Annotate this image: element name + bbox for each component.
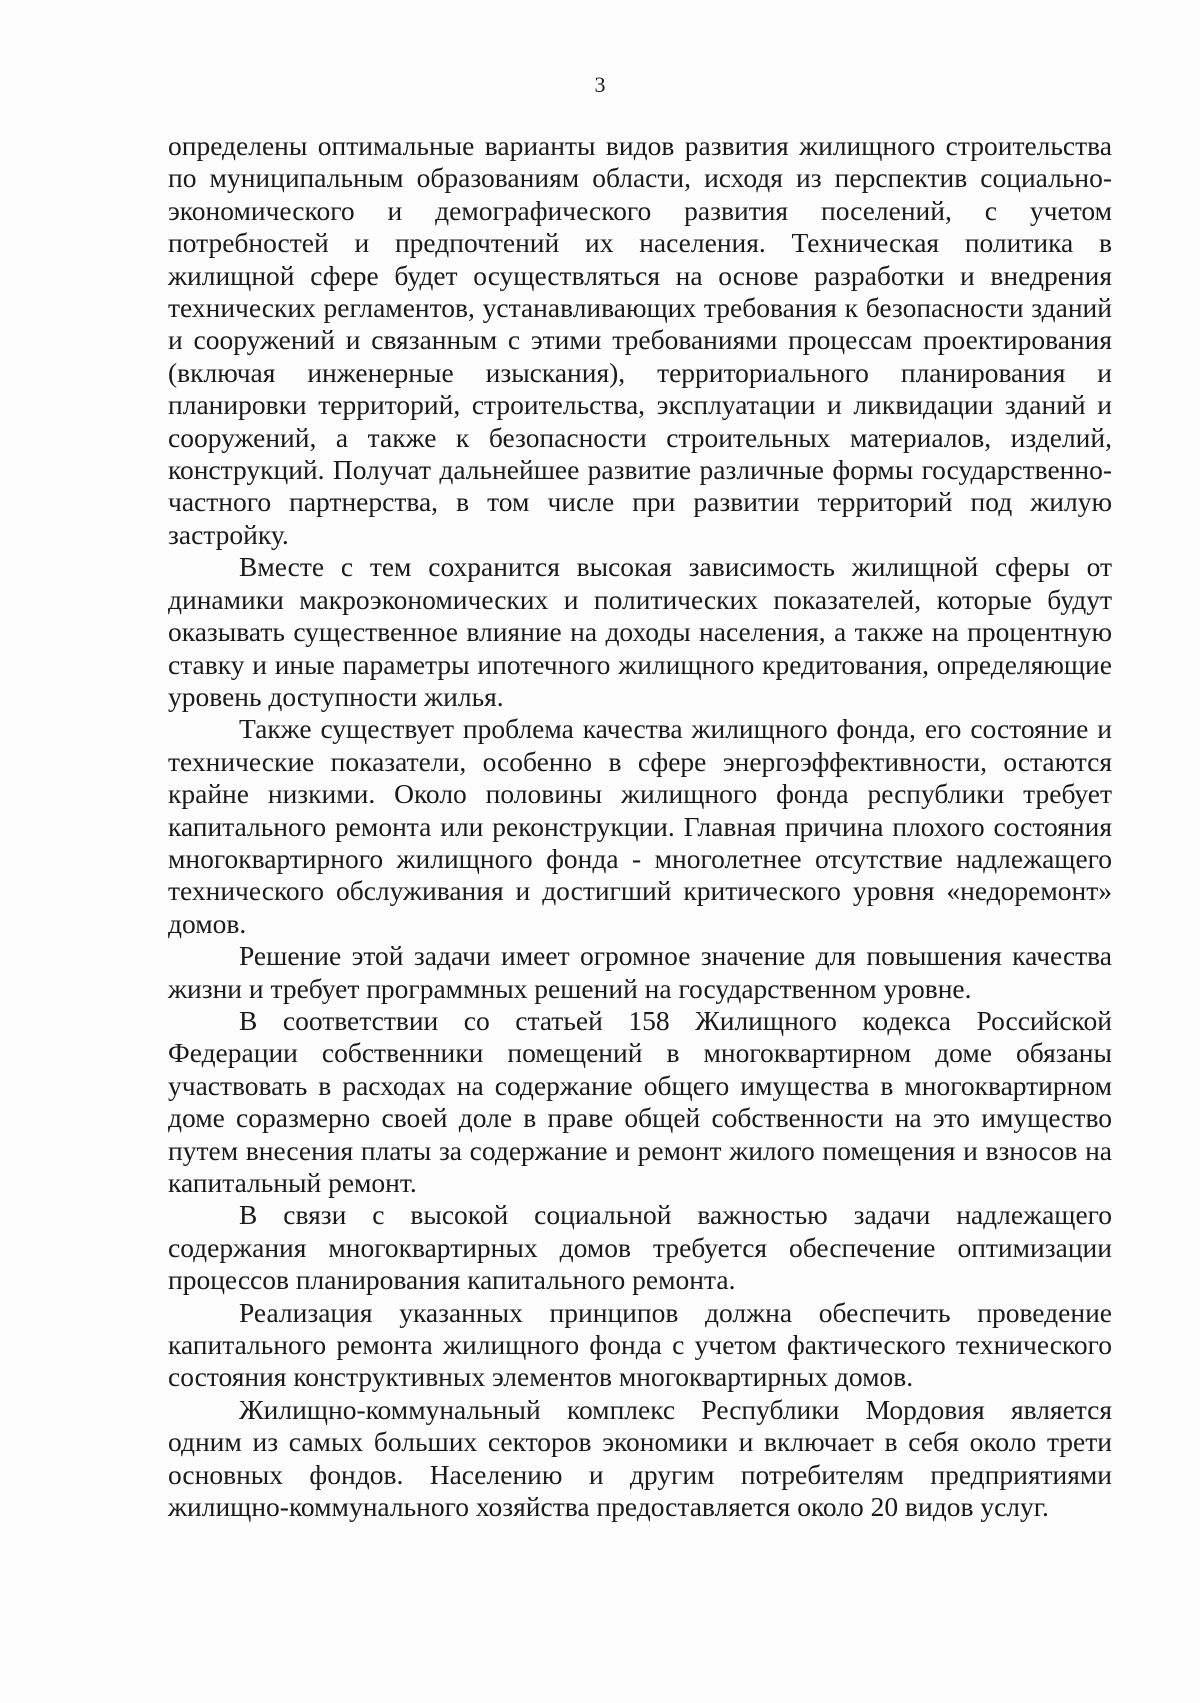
paragraph: Жилищно-коммунальный комплекс Республики Мордовия является одним из самых больших секторов экономики и включает в себя около трети основных фондов. Населению и другим потребителям предприятиями жилищно-коммунального хозяйства предоставляется около 20 видов услуг. (168, 1393, 1112, 1523)
paragraph: Реализация указанных принципов должна обеспечить проведение капитального ремонта жилищного фонда с учетом фактического технического состояния конструктивных элементов многоквартирных домов. (168, 1296, 1112, 1393)
paragraph-continuation: определены оптимальные варианты видов развития жилищного строительства по муниципальным образованиям области, исходя из перспектив социально-экономического и демографического развития поселений, с учетом потребностей и предпочтений их населения. Техническая политика в жилищной сфере будет осуществляться на основе разработки и внедрения технических регламентов, устанавливающих требования к безопасности зданий и сооружений и связанным с этими требованиями процессам проектирования (включая инженерные изыскания), территориального планирования и планировки территорий, строительства, эксплуатации и ликвидации зданий и сооружений, а также к безопасности строительных материалов, изделий, конструкций. Получат дальнейшее развитие различные формы государственно-частного партнерства, в том числе при развитии территорий под жилую застройку. (168, 130, 1112, 550)
paragraph: В соответствии со статьей 158 Жилищного кодекса Российской Федерации собственники помещений в многоквартирном доме обязаны участвовать в расходах на содержание общего имущества в многоквартирном доме соразмерно своей доле в праве общей собственности на это имущество путем внесения платы за содержание и ремонт жилого помещения и взносов на капитальный ремонт. (168, 1004, 1112, 1198)
paragraph: В связи с высокой социальной важностью задачи надлежащего содержания многоквартирных домов требуется обеспечение оптимизации процессов планирования капитального ремонта. (168, 1199, 1112, 1296)
paragraph: Вместе с тем сохранится высокая зависимость жилищной сферы от динамики макроэкономических и политических показателей, которые будут оказывать существенное влияние на доходы населения, а также на процентную ставку и иные параметры ипотечного жилищного кредитования, определяющие уровень доступности жилья. (168, 551, 1112, 712)
page-number: 3 (594, 72, 606, 97)
paragraph: Решение этой задачи имеет огромное значение для повышения качества жизни и требует программных решений на государственном уровне. (168, 940, 1112, 1004)
paragraph: Также существует проблема качества жилищного фонда, его состояние и технические показатели, особенно в сфере энергоэффективности, остаются крайне низкими. Около половины жилищного фонда республики требует капитального ремонта или реконструкции. Главная причина плохого состояния многоквартирного жилищного фонда - многолетнее отсутствие надлежащего технического обслуживания и достигший критического уровня «недоремонт» домов. (168, 713, 1112, 939)
document-body (168, 130, 1112, 1523)
